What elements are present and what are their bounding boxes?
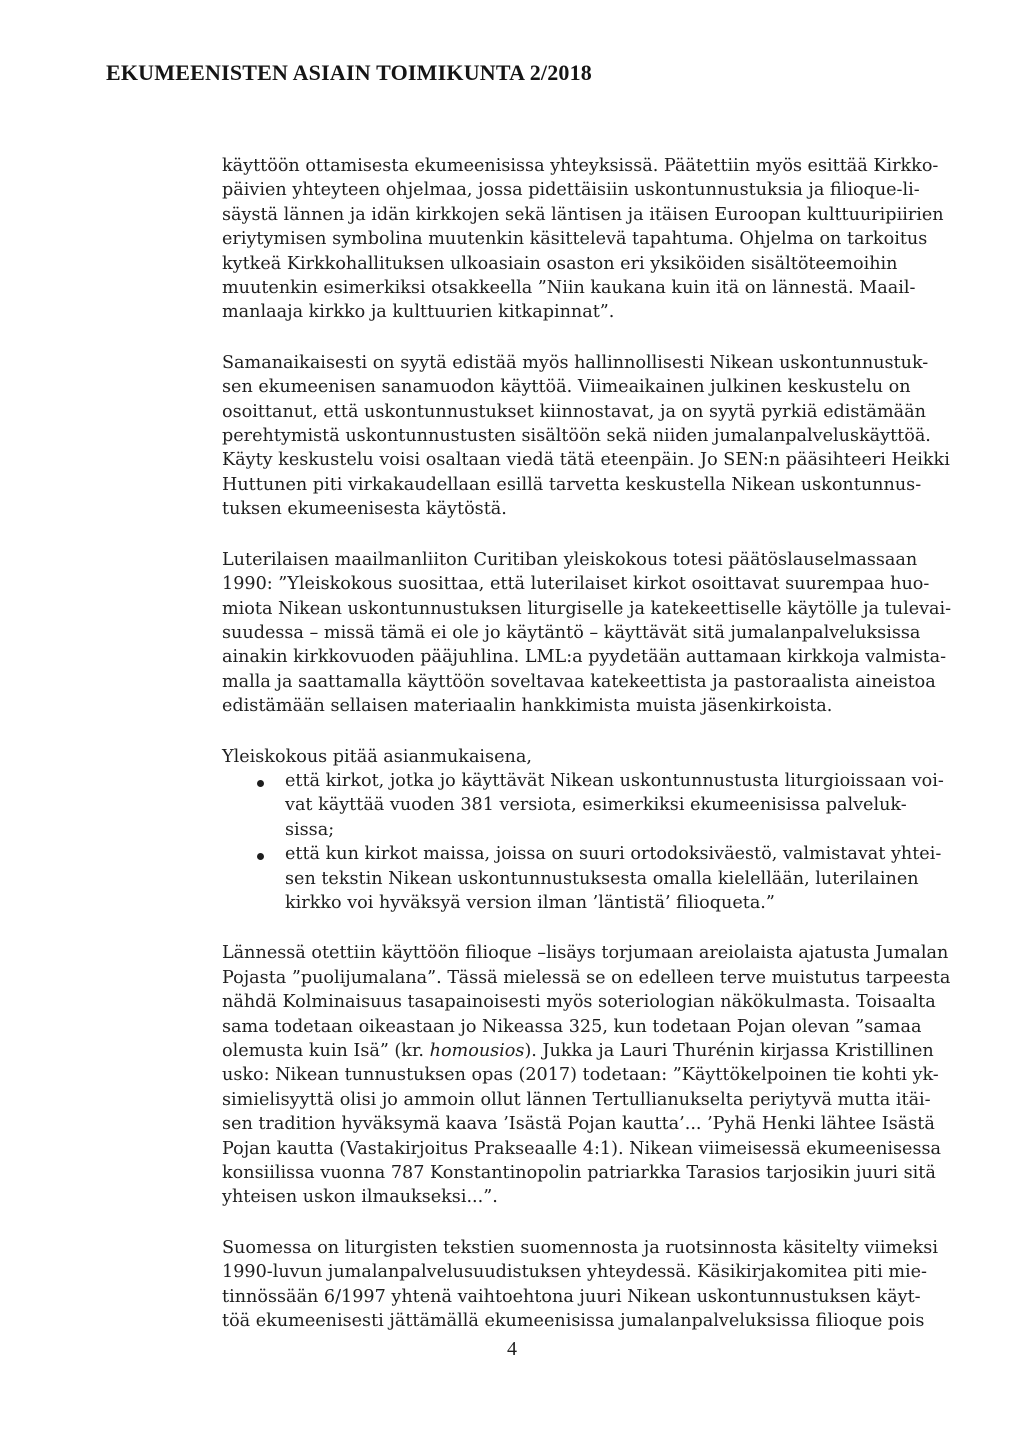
text-line: nähdä Kolminaisuus tasapainoisesti myös soteriologian näkökulmasta. Toisaalta — [222, 992, 936, 1013]
page-number: 4 — [507, 1338, 517, 1360]
text-line: perehtymistä uskontunnustusten sisältöön sekä niiden jumalanpalveluskäyttöä. — [222, 426, 931, 447]
text-line: malla ja saattamalla käyttöön soveltavaa katekeettista ja pastoraalista aineistoa — [222, 671, 936, 692]
text-line: 1990: ”Yleiskokous suosittaa, että luterilaiset kirkot osoittavat suurempaa huo- — [222, 574, 930, 595]
text-line: suudessa – missä tämä ei ole jo käytäntö – käyttävät sitä jumalanpalveluksissa — [222, 622, 921, 643]
paragraph-2 — [222, 351, 950, 522]
text-line: sen ekumeenisen sanamuodon käyttöä. Viimeaikainen julkinen keskustelu on — [222, 377, 911, 398]
text-line: Lännessä otettiin käyttöön filioque –lisäys torjumaan areiolaista ajatusta Jumalan — [222, 943, 949, 964]
bullet-icon — [257, 853, 264, 860]
text-line: ainakin kirkkovuoden pääjuhlina. LML:a pyydetään auttamaan kirkkoja valmista- — [222, 647, 947, 668]
text-line: 1990-luvun jumalanpalvelusuudistuksen yhteydessä. Käsikirjakomitea piti mie- — [222, 1262, 928, 1283]
text-line: sissa; — [285, 819, 335, 840]
italic-term: homousios — [429, 1041, 525, 1061]
text-line: että kirkot, jotka jo käyttävät Nikean uskontunnustusta liturgioissaan voi- — [285, 770, 944, 791]
text-line: että kun kirkot maissa, joissa on suuri ortodoksiväestö, valmistavat yhtei- — [285, 844, 942, 865]
text-line: vat käyttää vuoden 381 versiota, esimerkiksi ekumeenisissa palveluk- — [285, 795, 907, 816]
text-line: manlaaja kirkko ja kulttuurien kitkapinnat”. — [222, 302, 615, 323]
text-line: miota Nikean uskontunnustuksen liturgiselle ja katekeettiselle käytölle ja tulevai- — [222, 598, 952, 619]
text-line: Pojan kautta (Vastakirjoitus Prakseaalle 4:1). Nikean viimeisessä ekumeenisessa — [222, 1138, 942, 1159]
text-line: töä ekumeenisesti jättämällä ekumeenisissa jumalanpalveluksissa filioque pois — [222, 1311, 925, 1332]
text-line: Luterilaisen maailmanliiton Curitiban yleiskokous totesi päätöslauselmassaan — [222, 549, 918, 570]
paragraph-5 — [222, 941, 951, 1209]
text-line: Suomessa on liturgisten tekstien suomennosta ja ruotsinnosta käsitelty viimeksi — [222, 1237, 938, 1258]
text-line: simielisyyttä olisi jo ammoin ollut lännen Tertullianukselta periytyvä mutta itäi- — [222, 1089, 931, 1110]
text-line: sen tekstin Nikean uskontunnustuksesta omalla kielellään, luterilainen — [285, 868, 919, 889]
text-line: muutenkin esimerkiksi otsakkeella ”Niin kaukana kuin itä on lännestä. Maail- — [222, 278, 916, 299]
text-line: päivien yhteyteen ohjelmaa, jossa pidettäisiin uskontunnustuksia ja filioque-li- — [222, 180, 920, 201]
bullet-icon — [257, 780, 264, 787]
text-line: säystä lännen ja idän kirkkojen sekä läntisen ja itäisen Euroopan kulttuuripiirien — [222, 204, 944, 225]
text-line: Samanaikaisesti on syytä edistää myös hallinnollisesti Nikean uskontunnustuk- — [222, 352, 929, 373]
document-body — [222, 154, 952, 1333]
bullet-item — [222, 769, 942, 842]
text-line: kytkeä Kirkkohallituksen ulkoasiain osaston eri yksiköiden sisältöteemoihin — [222, 253, 898, 274]
text-line: sama todetaan oikeastaan jo Nikeassa 325, kun todetaan Pojan olevan ”samaa — [222, 1016, 922, 1037]
text-line: tuksen ekumeenisesta käytöstä. — [222, 499, 507, 520]
text-line: sen tradition hyväksymä kaava ’Isästä Pojan kautta’... ’Pyhä Henki lähtee Isästä — [222, 1114, 935, 1135]
bullet-item — [222, 842, 942, 915]
text-line — [222, 1039, 942, 1063]
text-line: yhteisen uskon ilmaukseksi...”. — [222, 1187, 498, 1208]
document-header: EKUMEENISTEN ASIAIN TOIMIKUNTA 2/2018 — [106, 60, 593, 85]
paragraph-1 — [222, 154, 942, 325]
text-line: konsiilissa vuonna 787 Konstantinopolin patriarkka Tarasios tarjosikin juuri sitä — [222, 1163, 936, 1184]
paragraph-3 — [222, 548, 952, 719]
text-line: tinnössään 6/1997 yhtenä vaihtoehtona juuri Nikean uskontunnustuksen käyt- — [222, 1286, 921, 1307]
text-line: kirkko voi hyväksyä version ilman ’läntistä’ filioqueta.” — [285, 892, 775, 913]
text-line: usko: Nikean tunnustuksen opas (2017) todetaan: ”Käyttökelpoinen tie kohti yk- — [222, 1065, 939, 1086]
paragraph-4 — [222, 745, 942, 916]
text-line: Huttunen piti virkakaudellaan esillä tarvetta keskustella Nikean uskontunnus- — [222, 474, 922, 495]
text-line: osoittanut, että uskontunnustukset kiinnostavat, ja on syytä pyrkiä edistämään — [222, 401, 926, 422]
text-line: käyttöön ottamisesta ekumeenisissa yhteyksissä. Päätettiin myös esittää Kirkko- — [222, 156, 939, 176]
text-run: olemusta kuin Isä” (kr. — [222, 1041, 430, 1061]
text-line: eriytymisen symbolina muutenkin käsittelevä tapahtuma. Ohjelma on tarkoitus — [222, 229, 928, 250]
text-run: ). Jukka ja Lauri Thurénin kirjassa Kristillinen — [524, 1041, 934, 1061]
text-line: Yleiskokous pitää asianmukaisena, — [222, 746, 532, 767]
paragraph-6 — [222, 1236, 942, 1334]
text-line: edistämään sellaisen materiaalin hankkimista muista jäsenkirkoista. — [222, 696, 833, 717]
text-line: Pojasta ”puolijumalana”. Tässä mielessä se on edelleen terve muistutus tarpeesta — [222, 967, 951, 988]
text-line: Käyty keskustelu voisi osaltaan viedä tätä eteenpäin. Jo SEN:n pääsihteeri Heikki — [222, 450, 950, 471]
